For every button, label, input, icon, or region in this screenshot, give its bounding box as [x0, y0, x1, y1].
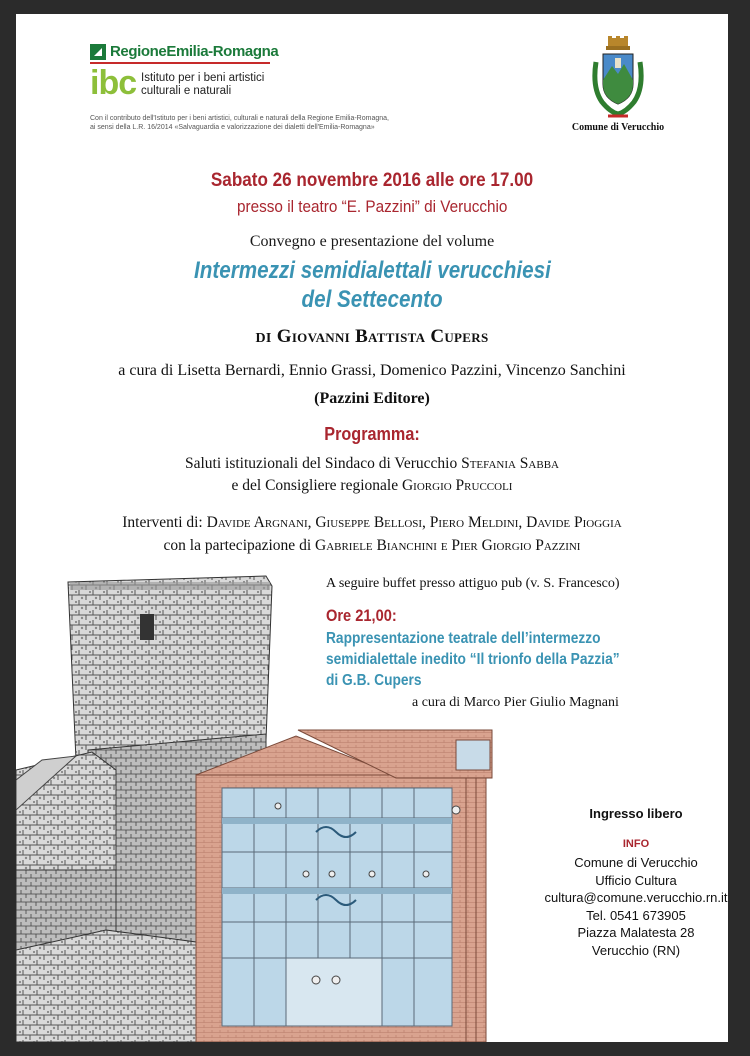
info-heading: INFO: [622, 838, 650, 850]
info-line-city: Verucchio (RN): [591, 942, 681, 958]
evening-curator: a cura di Marco Pier Giulio Magnani: [412, 695, 619, 710]
evening-line2: semidialettale inedito “Il trionfo della Pazzia”: [326, 651, 620, 668]
event-venue-line: [16, 197, 728, 217]
evening-show: [326, 628, 620, 691]
contribution-note: [90, 114, 420, 132]
greetings-line2: [16, 477, 728, 495]
author-prefix: DI: [255, 331, 272, 346]
info-contacts: [536, 854, 728, 959]
info-line-comune: Comune di Verucchio: [574, 855, 698, 870]
participation-prefix: con la partecipazione di: [163, 537, 312, 554]
participation-names: Gabriele Bianchini e Pier Giorgio Pazzini: [315, 537, 581, 554]
book-title-line2: del Settecento: [301, 286, 443, 313]
greetings-line2-text: e del Consigliere regionale: [231, 477, 399, 494]
councillor-name: Giorgio Pruccoli: [401, 477, 513, 494]
speakers-line: [16, 514, 728, 532]
contribution-line1: Con il contributo dell'Istituto per i beni artistici, culturali e naturali della Regione Emilia-Romagna,: [90, 115, 389, 122]
comune-label: Comune di Verucchio: [571, 122, 665, 133]
speakers-prefix: Interventi di:: [122, 514, 203, 531]
book-title-line1: Intermezzi semidialettali verucchiesi: [193, 257, 551, 284]
greetings-line1-text: Saluti istituzionali del Sindaco di Verucchio: [184, 455, 458, 472]
mayor-name: Stefania Sabba: [461, 455, 559, 472]
info-line-phone: Tel. 0541 673905: [586, 907, 686, 923]
evening-time: Ore 21,00:: [326, 606, 397, 625]
program-heading: Programma:: [324, 424, 420, 444]
contribution-line2: ai sensi della L.R. 16/2014 «Salvaguardia e valorizzazione dei dialetti dell'Emilia-Romagna»: [90, 124, 375, 131]
publisher-line: (Pazzini Editore): [314, 390, 430, 407]
curators-line: a cura di Lisetta Bernardi, Ennio Grassi, Domenico Pazzini, Vincenzo Sanchini: [118, 362, 626, 379]
book-author: [16, 326, 728, 348]
region-logo-text: RegioneEmilia-Romagna: [110, 43, 279, 60]
evening-line3: di G.B. Cupers: [326, 672, 422, 689]
intro-line: Convegno e presentazione del volume: [249, 233, 495, 250]
poster-sheet: [16, 14, 728, 1042]
book-title: [16, 257, 728, 285]
ibc-name: [141, 72, 264, 98]
event-date: Sabato 26 novembre 2016 alle ore 17.00: [210, 170, 534, 191]
participation-line: [16, 537, 728, 555]
event-date-line: [16, 170, 728, 192]
event-venue: presso il teatro “E. Pazzini” di Verucchio: [236, 197, 508, 216]
ibc-name-line2: culturali e naturali: [141, 85, 232, 97]
buffet-line: A seguire buffet presso attiguo pub (v. S. Francesco): [326, 576, 620, 591]
free-entry: Ingresso libero: [589, 806, 683, 821]
info-line-office: Ufficio Cultura: [595, 872, 677, 888]
comune-crest-icon: [588, 36, 648, 120]
ibc-logo: ibc: [90, 64, 137, 102]
info-line-address: Piazza Malatesta 28: [577, 925, 695, 940]
author-name: Giovanni Battista Cupers: [276, 326, 489, 347]
evening-line1: Rappresentazione teatrale dell’intermezzo: [326, 630, 601, 647]
greetings-line1: [16, 455, 728, 473]
ibc-name-line1: Istituto per i beni artistici: [141, 72, 265, 84]
speakers-names: Davide Argnani, Giuseppe Bellosi, Piero Meldini, Davide Pioggia: [206, 514, 622, 531]
info-line-email[interactable]: cultura@comune.verucchio.rn.it: [544, 890, 728, 905]
